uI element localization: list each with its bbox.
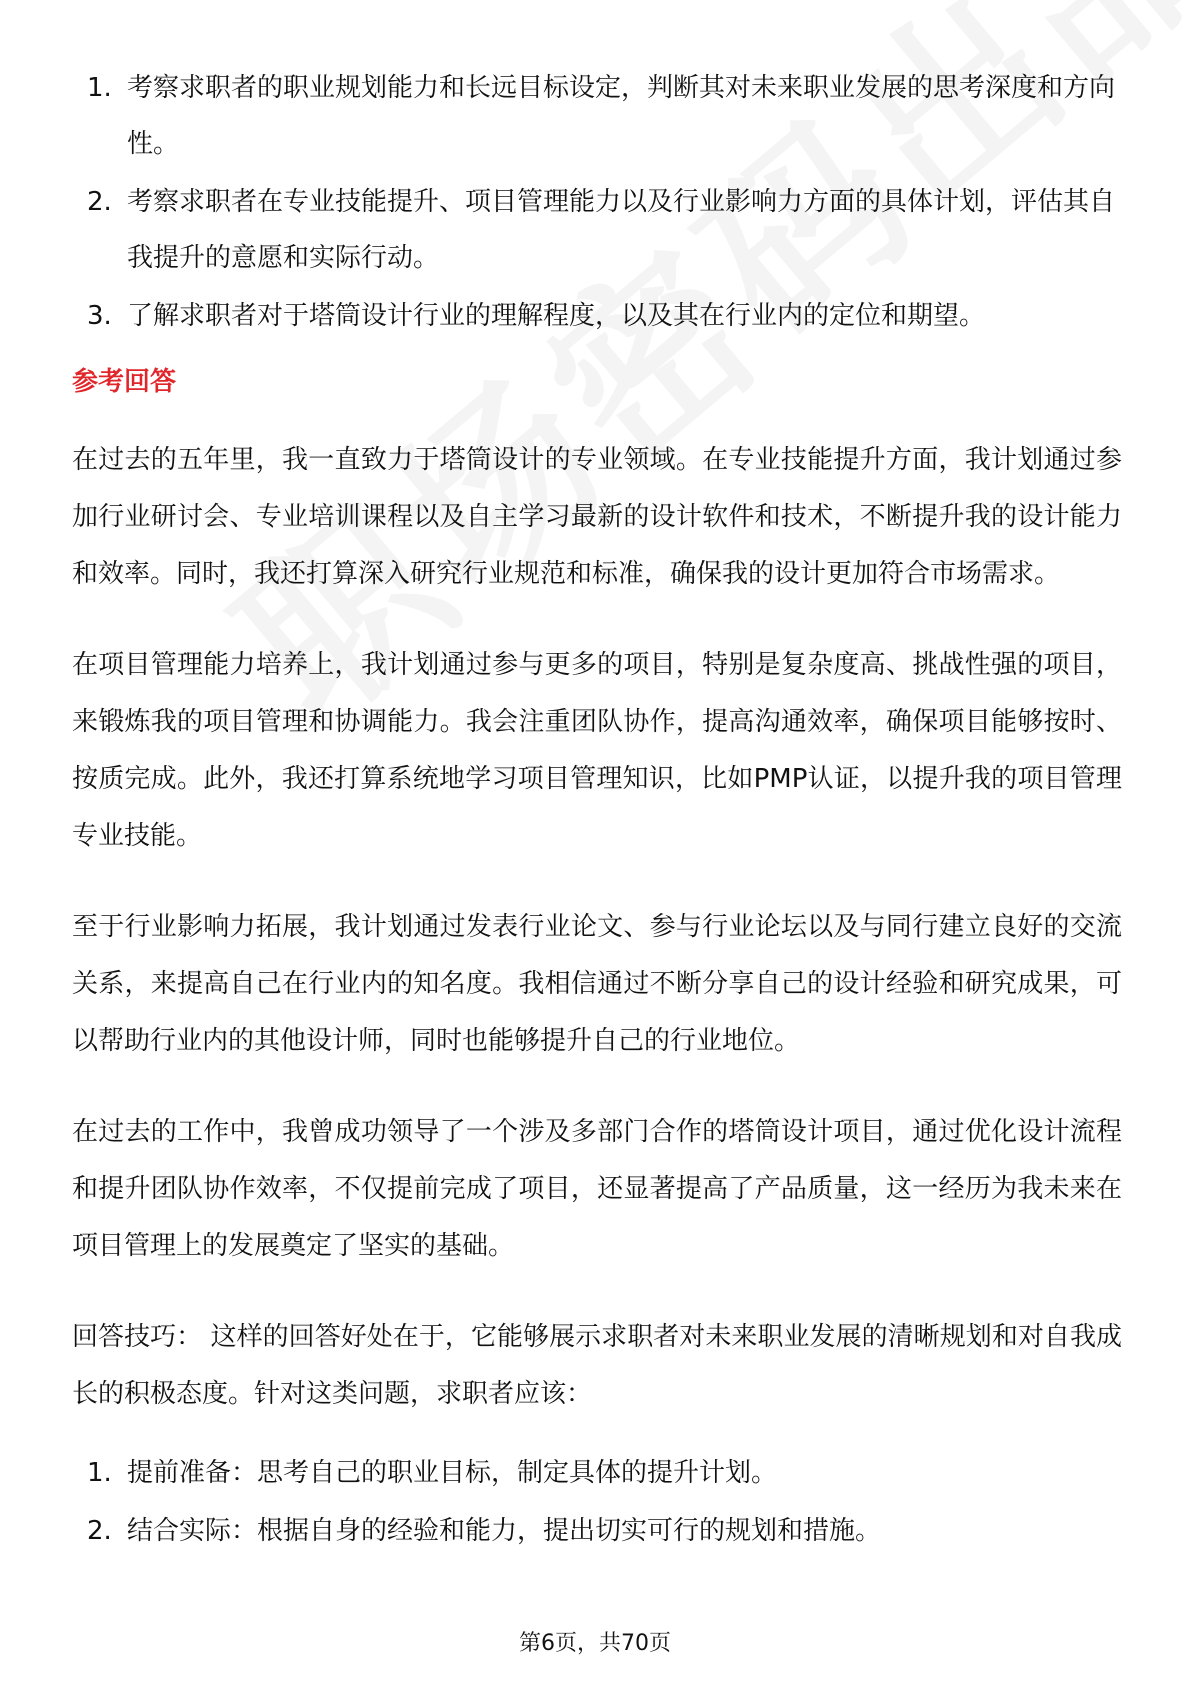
list-item-text: 结合实际：根据自身的经验和能力，提出切实可行的规划和措施。: [127, 1516, 882, 1546]
reference-answer-heading: 参考回答: [72, 367, 177, 397]
list-item-text: 考察求职者在专业技能提升、项目管理能力以及行业影响力方面的具体计划，评估其自我提升的意愿和实际行动。: [127, 187, 1116, 273]
list-item-text: 提前准备：思考自己的职业目标，制定具体的提升计划。: [127, 1458, 778, 1488]
list-item-text: 了解求职者对于塔筒设计行业的理解程度，以及其在行业内的定位和期望。: [127, 301, 986, 331]
list-item: [72, 174, 1122, 286]
answer-paragraph: 在项目管理能力培养上，我计划通过参与更多的项目，特别是复杂度高、挑战性强的项目，来锻炼我的项目管理和协调能力。我会注重团队协作，提高沟通效率，确保项目能够按时、按质完成。此外，我还打算系统地学习项目管理知识，比如PMP认证，以提升我的项目管理专业技能。: [72, 650, 1122, 851]
answer-paragraph: 在过去的五年里，我一直致力于塔筒设计的专业领域。在专业技能提升方面，我计划通过参加行业研讨会、专业培训课程以及自主学习最新的设计软件和技术，不断提升我的设计能力和效率。同时，我还打算深入研究行业规范和标准，确保我的设计更加符合市场需求。: [72, 445, 1122, 589]
list-item-number: 3.: [87, 301, 112, 331]
tips-paragraph: 回答技巧： 这样的回答好处在于，它能够展示求职者对未来职业发展的清晰规划和对自我成长的积极态度。针对这类问题，求职者应该：: [72, 1322, 1122, 1409]
list-item: [72, 60, 1122, 172]
list-item: [72, 1503, 1122, 1559]
answer-paragraph: 至于行业影响力拓展，我计划通过发表行业论文、参与行业论坛以及与同行建立良好的交流关系，来提高自己在行业内的知名度。我相信通过不断分享自己的设计经验和研究成果，可以帮助行业内的其他设计师，同时也能够提升自己的行业地位。: [72, 912, 1122, 1056]
list-item-number: 2.: [87, 187, 112, 217]
intent-list: [72, 60, 1122, 344]
list-item-text: 考察求职者的职业规划能力和长远目标设定，判断其对未来职业发展的思考深度和方向性。: [127, 73, 1116, 159]
list-item-number: 2.: [87, 1516, 112, 1546]
document-page: [72, 60, 1122, 1561]
tips-list: [72, 1445, 1122, 1559]
list-item-number: 1.: [87, 73, 112, 103]
list-item: [72, 1445, 1122, 1501]
page-footer: 第6页，共70页: [519, 1631, 671, 1656]
list-item-number: 1.: [87, 1458, 112, 1488]
list-item: [72, 288, 1122, 344]
answer-paragraph: 在过去的工作中，我曾成功领导了一个涉及多部门合作的塔筒设计项目，通过优化设计流程和提升团队协作效率，不仅提前完成了项目，还显著提高了产品质量，这一经历为我未来在项目管理上的发展奠定了坚实的基础。: [72, 1117, 1122, 1261]
